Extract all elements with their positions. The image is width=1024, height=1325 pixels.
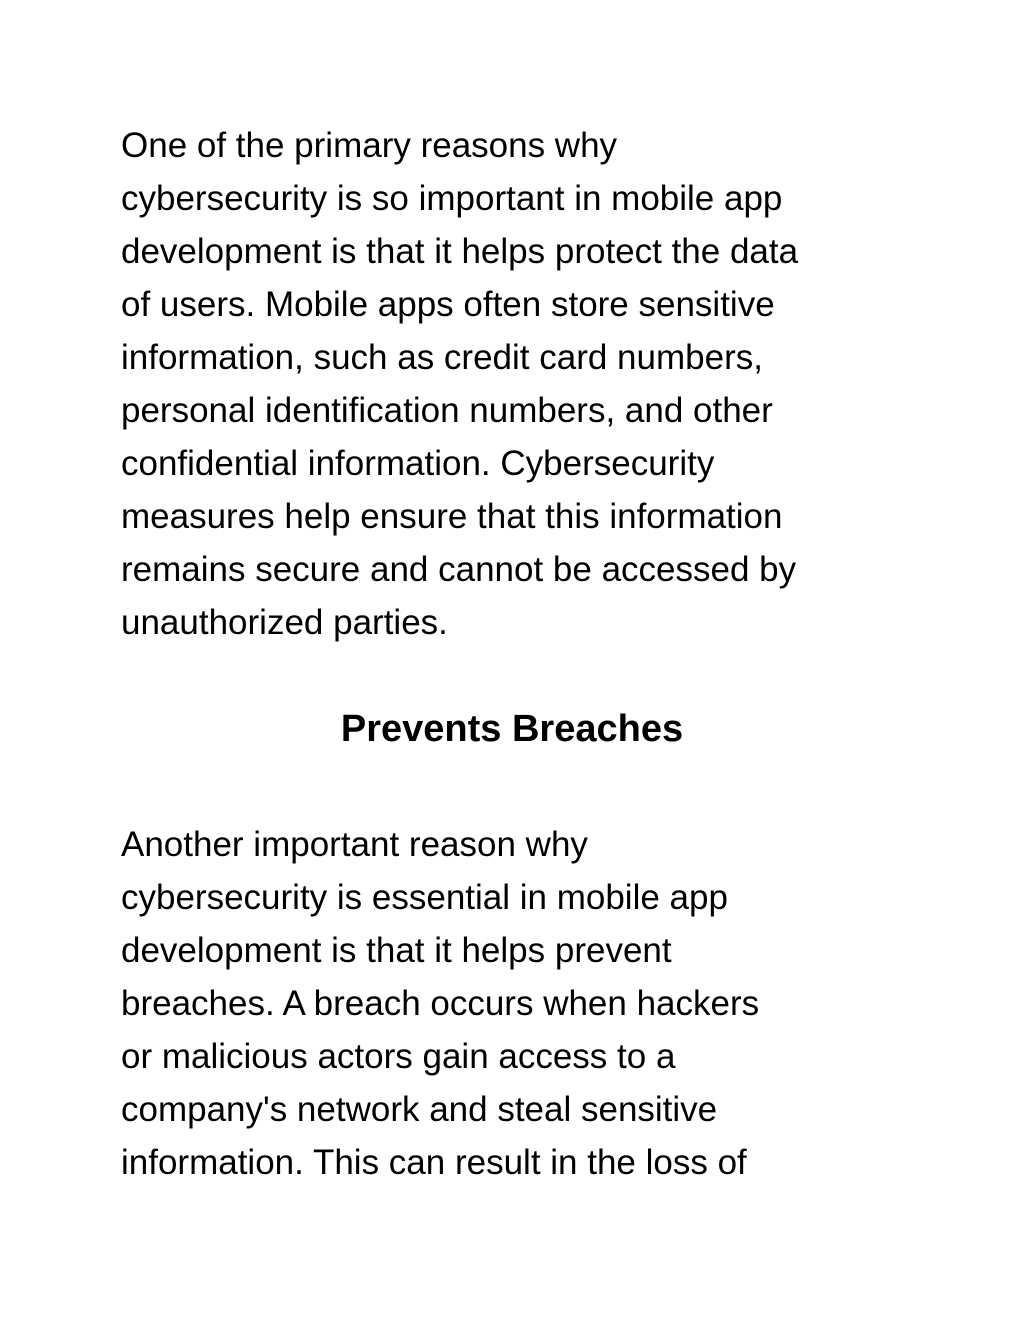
paragraph-line: of users. Mobile apps often store sensitive <box>121 285 775 324</box>
paragraph-line: Another important reason why <box>121 825 588 864</box>
paragraph-line: development is that it helps protect the data <box>121 232 799 271</box>
paragraph-line: cybersecurity is essential in mobile app <box>121 878 728 917</box>
paragraph-line: measures help ensure that this information <box>121 497 783 536</box>
paragraph-line: information. This can result in the loss of <box>121 1143 747 1182</box>
paragraph-line: confidential information. Cybersecurity <box>121 444 715 483</box>
paragraph-line: remains secure and cannot be accessed by <box>121 550 797 589</box>
paragraph-line: information, such as credit card numbers, <box>121 338 763 377</box>
paragraph-line: breaches. A breach occurs when hackers <box>121 984 760 1023</box>
paragraph-line: One of the primary reasons why <box>121 126 618 165</box>
paragraph-line: cybersecurity is so important in mobile app <box>121 179 783 218</box>
paragraph-line: development is that it helps prevent <box>121 931 672 970</box>
paragraph-line: company's network and steal sensitive <box>121 1090 718 1129</box>
section-heading: Prevents Breaches <box>340 708 684 750</box>
paragraph-line: unauthorized parties. <box>121 603 448 642</box>
paragraph-line: personal identification numbers, and other <box>121 391 773 430</box>
paragraph-line: or malicious actors gain access to a <box>121 1037 676 1076</box>
